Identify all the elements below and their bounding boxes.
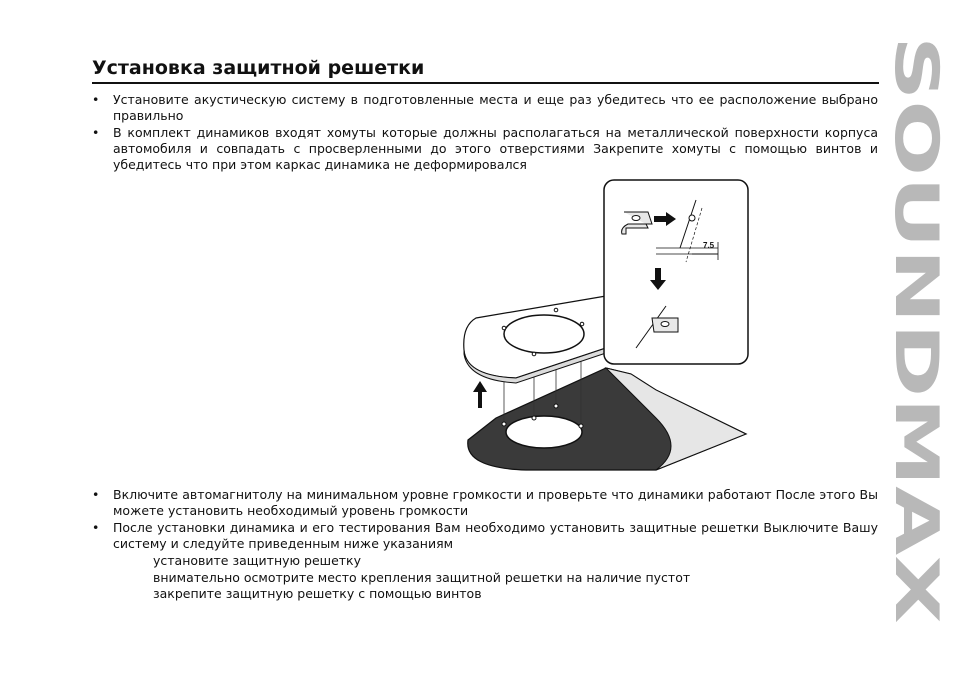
bullet-text: В комплект динамиков входят хомуты которые должны располагаться на металлической поверхности корпуса автомобиля и совпадать с просверленными до этого отверстиями Закрепите хомуты с помощью винтов и убедитесь что при этом каркас динамика не деформировался: [113, 125, 878, 172]
grille-opening: [504, 315, 584, 353]
bullet-item-1: [92, 92, 878, 124]
step-1: установите защитную решетку: [153, 553, 362, 568]
bullet-marker: •: [92, 520, 100, 535]
bullet-item-4: [92, 520, 878, 552]
bullet-item-3: [92, 487, 878, 519]
installation-diagram: [456, 178, 752, 480]
bullet-item-2: [92, 125, 878, 173]
bullet-marker: •: [92, 125, 100, 140]
brand-wordmark: SOUNDMAX: [881, 36, 951, 432]
step-3: закрепите защитную решетку с помощью винтов: [153, 586, 482, 601]
arrow-up-icon: [473, 381, 487, 408]
page-title: Установка защитной решетки: [92, 56, 879, 84]
bullet-marker: •: [92, 487, 100, 502]
step-2: внимательно осмотрите место крепления защитной решетки на наличие пустот: [153, 570, 691, 585]
panel-hole: [506, 416, 582, 448]
detail-callout: [604, 180, 748, 364]
brand-logo: [881, 36, 951, 626]
bullet-marker: •: [92, 92, 100, 107]
bullet-text: После установки динамика и его тестирования Вам необходимо установить защитные решетки Выключите Вашу систему и следуйте приведенным ниже указаниям: [113, 520, 878, 551]
dimension-label: 7.5: [703, 241, 715, 250]
bullet-text: Включите автомагнитолу на минимальном уровне громкости и проверьте что динамики работают После этого Вы можете установить необходимый уровень громкости: [113, 487, 878, 518]
bullet-text: Установите акустическую систему в подготовленные места и еще раз убедитесь что ее расположение выбрано правильно: [113, 92, 878, 123]
